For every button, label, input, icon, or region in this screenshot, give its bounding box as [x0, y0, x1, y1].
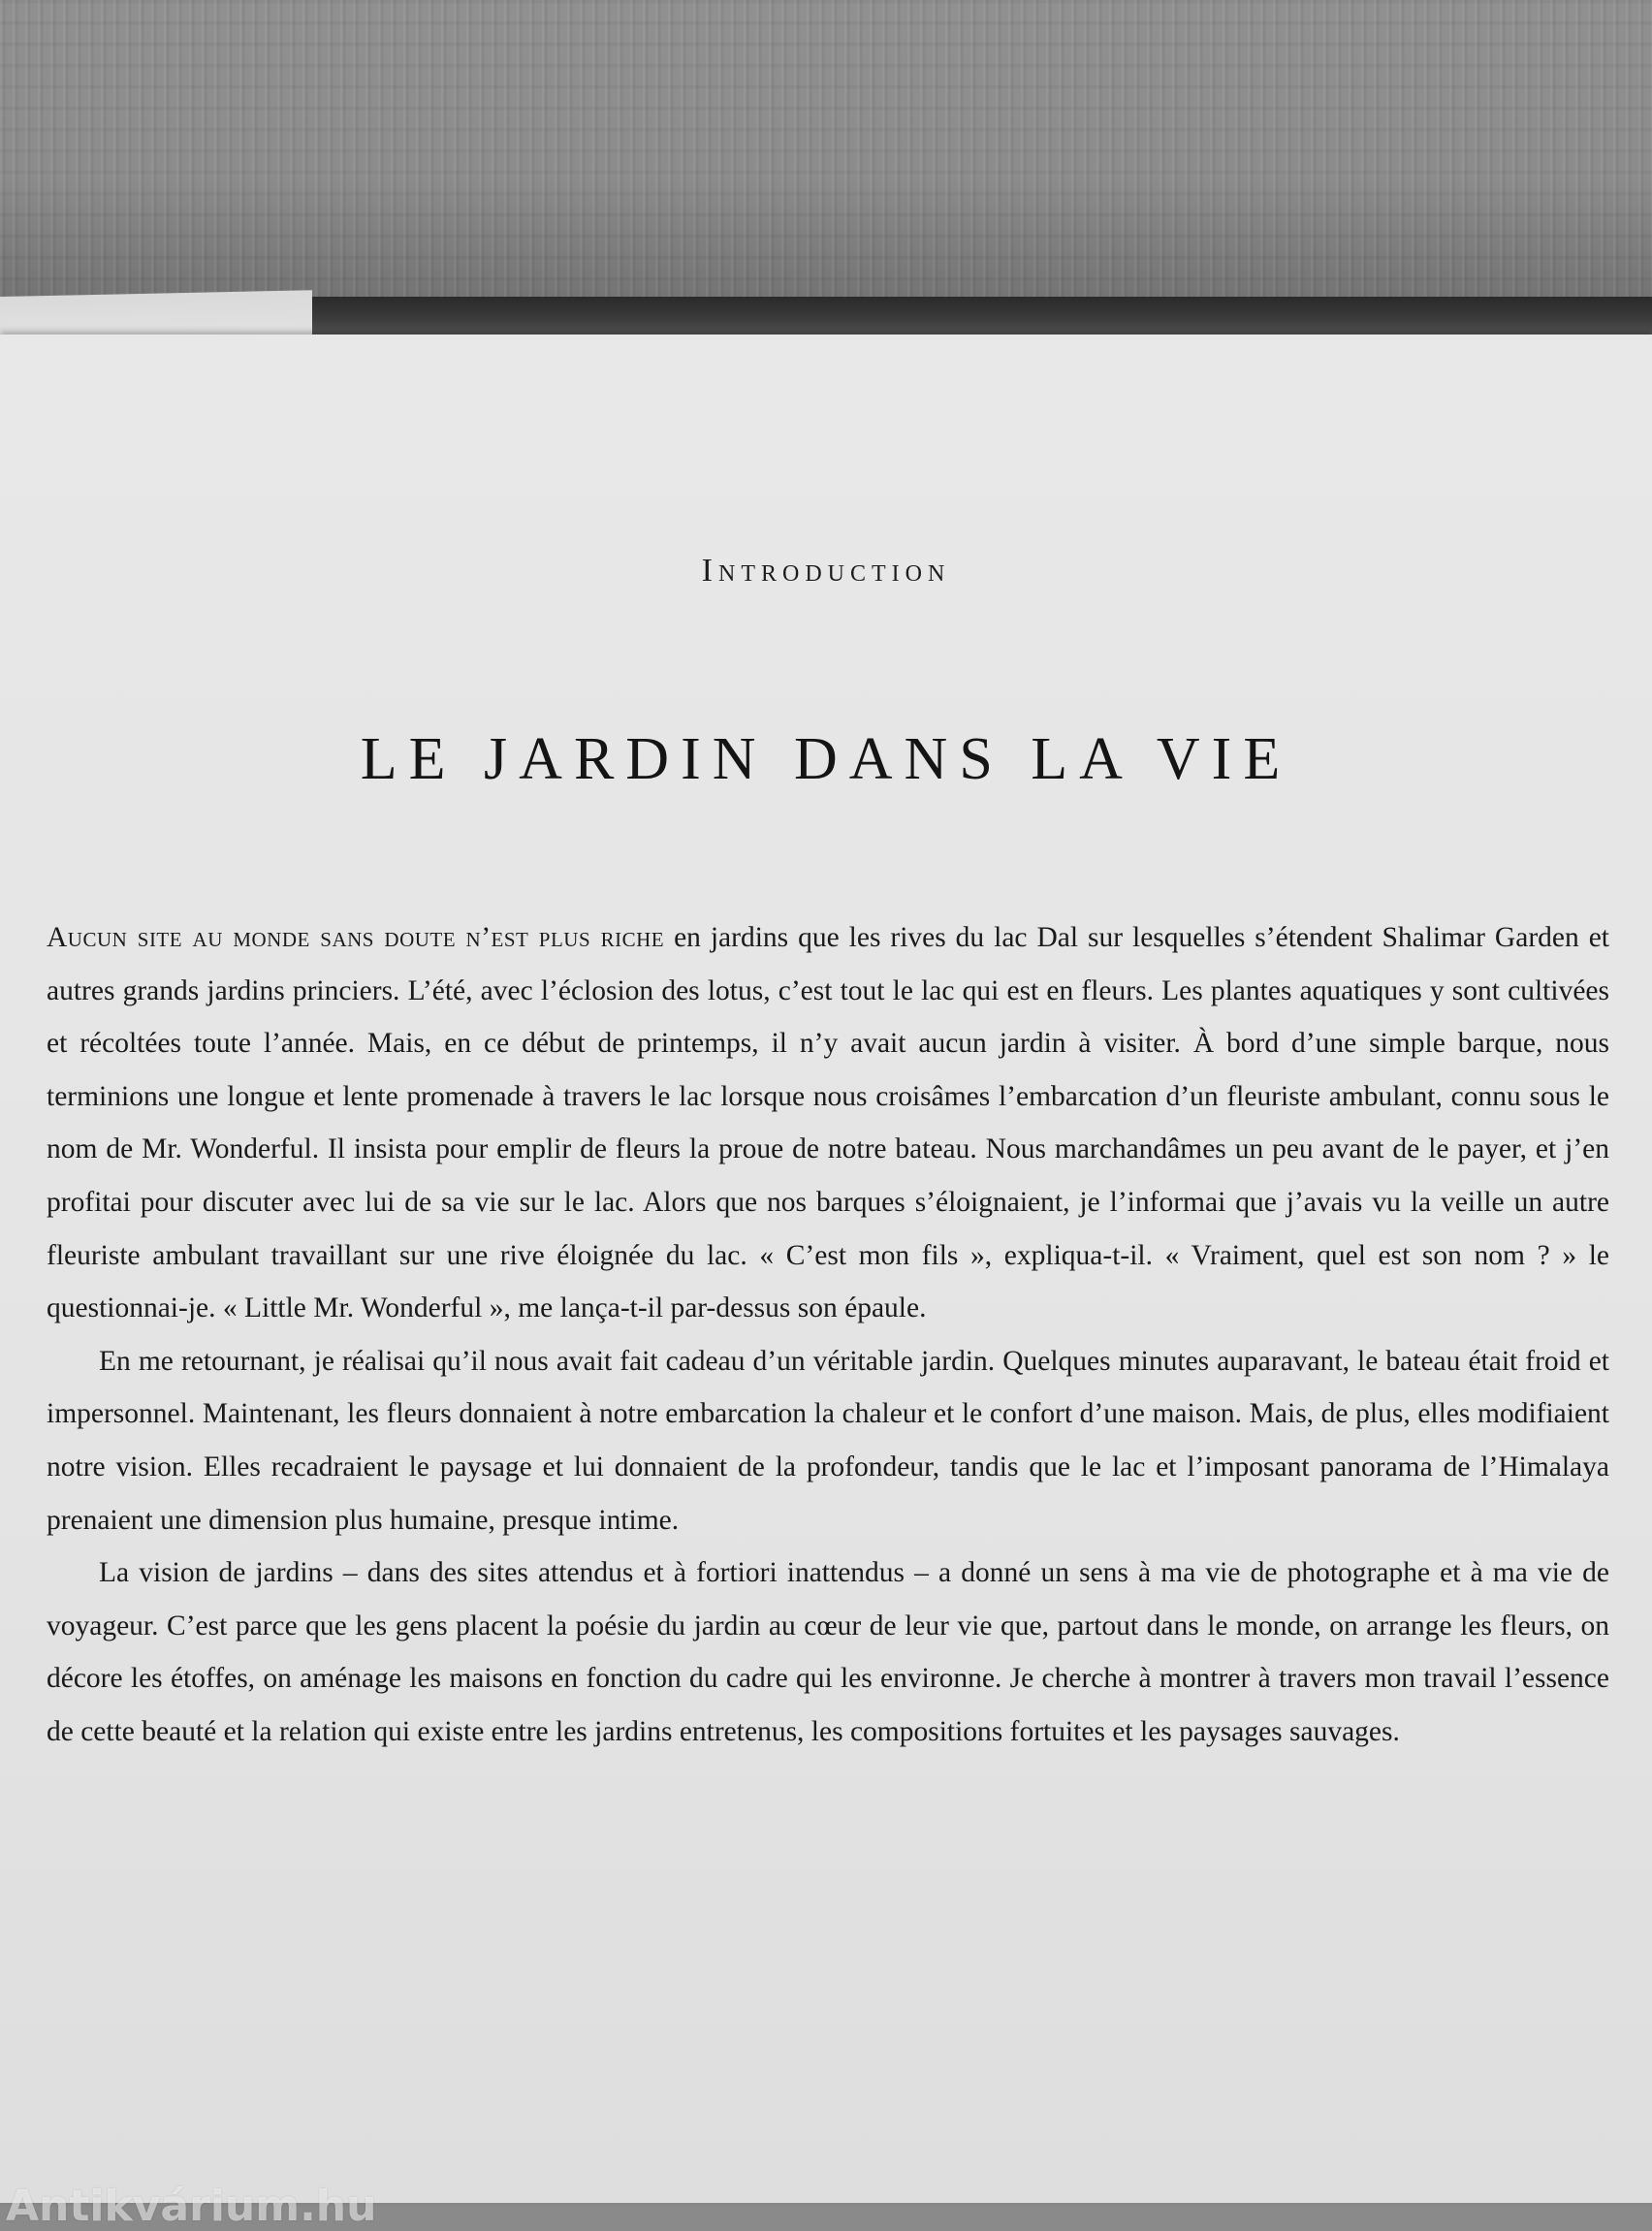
book-cover-edge — [308, 297, 1652, 335]
lead-in: Aucun site au monde sans doute n’est plus riche — [47, 922, 665, 953]
paragraph-3: La vision de jardins – dans des sites attendus et à fortiori inattendus – a donné un sens à ma vie de photographe et à ma vie de voyageur. C’est parce que les gens placent la poésie du jardin au cœur de leur vie que, partout dans le monde, on arrange les fleurs, on décore les étoffes, on aménage les maisons en fonction du cadre qui les environne. Je cherche à montrer à travers mon travail l’essence de cette beauté et la relation qui existe entre les jardins entretenus, les compositions fortuites et les paysages sauvages. — [47, 1557, 1609, 1747]
paragraph-2: En me retournant, je réalisai qu’il nous avait fait cadeau d’un véritable jardin. Quelques minutes auparavant, le bateau était froid et impersonnel. Maintenant, les fleurs donnaient à notre embarcation la chaleur et le confort d’une maison. Mais, de plus, elles modifiaient notre vision. Elles recadraient le paysage et lui donnaient de la profondeur, tandis que le lac et l’imposant panorama de l’Himalaya prenaient une dimension plus humaine, presque intime. — [47, 1345, 1609, 1536]
chapter-title: LE JARDIN DANS LA VIE — [360, 726, 1292, 792]
wooden-backdrop — [0, 0, 1652, 320]
section-kicker: Introduction — [701, 553, 951, 589]
paragraph-1 — [47, 911, 1609, 1335]
watermark: Antikvárium.hu — [6, 2182, 377, 2231]
body-text — [47, 911, 1609, 1759]
paragraph-1-text: en jardins que les rives du lac Dal sur lesquelles s’étendent Shalimar Garden et autres grands jardins princiers. L’été, avec l’éclosion des lotus, c’est tout le lac qui est en fleurs. Les plantes aquatiques y sont cultivées et récoltées toute l’année. Mais, en ce début de printemps, il n’y avait aucun jardin à visiter. À bord d’une simple barque, nous terminions une longue et lente promenade à travers le lac lorsque nous croisâmes l’embarcation d’un fleuriste ambulant, connu sous le nom de Mr. Wonderful. Il insista pour emplir de fleurs la proue de notre bateau. Nous marchandâmes un peu avant de le payer, et j’en profitai pour discuter avec lui de sa vie sur le lac. Alors que nos barques s’éloignaient, je l’informai que j’avais vu la veille un autre fleuriste ambulant travaillant sur une rive éloignée du lac. « C’est mon fils », expliqua-t-il. « Vraiment, quel est son nom ? » le questionnai-je. « Little Mr. Wonderful », me lança-t-il par-dessus son épaule. — [47, 922, 1609, 1324]
